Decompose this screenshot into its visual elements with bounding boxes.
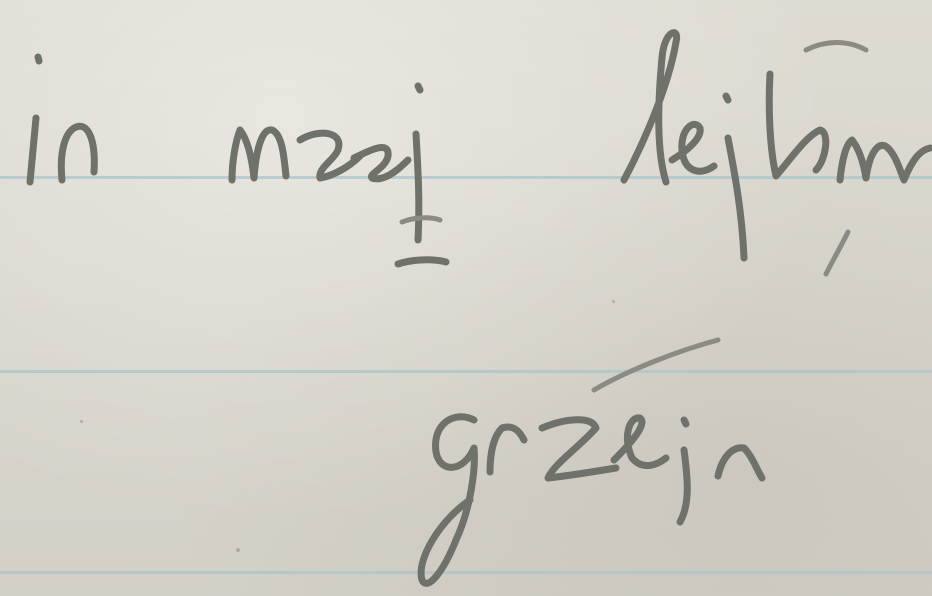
handwritten-word-in <box>30 57 94 182</box>
handwritten-word-lejbm <box>624 33 930 274</box>
handwritten-word-mzej <box>232 86 446 264</box>
handwritten-word-grzejn <box>421 340 762 583</box>
